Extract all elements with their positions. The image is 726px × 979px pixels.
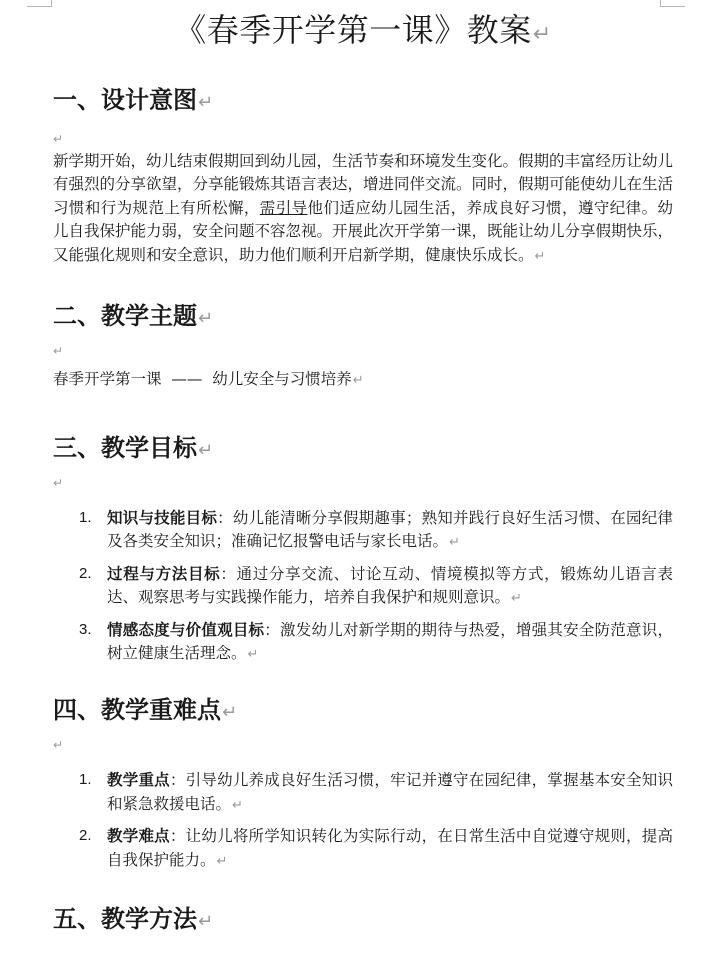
underlined-text: 需引导 bbox=[259, 198, 308, 217]
paragraph-mark-icon: ↵ bbox=[198, 308, 214, 330]
paragraph-mark-icon: ↵ bbox=[216, 853, 228, 869]
empty-paragraph-mark: ↵ bbox=[53, 738, 64, 753]
section-heading-teaching-methods: 五、教学方法↵ bbox=[53, 904, 214, 934]
list-item: 2. 过程与方法目标：通过分享交流、讨论互动、情境模拟等方式，锻炼幼儿语言表达、观察思考与实践操作能力，培养自我保护和规则意识。↵ bbox=[79, 563, 673, 607]
design-intent-paragraph: 新学期开始，幼儿结束假期回到幼儿园，生活节奏和环境发生变化。假期的丰富经历让幼儿有强烈的分享欲望，分享能锻炼其语言表达，增进同伴交流。同时，假期可能使幼儿在生活习惯和行为规范上有所松懈，需引导他们适应幼儿园生活，养成良好习惯，遵守纪律。幼儿自我保护能力弱，安全问题不容忽视。开展此次开学第一课，既能让幼儿分享假期快乐，又能强化规则和安全意识，助力他们顺利开启新学期，健康快乐成长。↵ bbox=[53, 152, 674, 264]
empty-paragraph-mark: ↵ bbox=[53, 476, 64, 491]
section-heading-teaching-goals: 三、教学目标↵ bbox=[53, 433, 214, 463]
empty-paragraph-mark: ↵ bbox=[53, 344, 64, 359]
empty-paragraph-mark: ↵ bbox=[53, 132, 64, 146]
paragraph-mark-icon: ↵ bbox=[511, 591, 522, 607]
teaching-theme-text: 春季开学第一课 —— 幼儿安全与习惯培养↵ bbox=[53, 370, 364, 389]
paragraph-mark-icon: ↵ bbox=[532, 22, 552, 47]
paragraph-mark-icon: ↵ bbox=[222, 702, 238, 724]
paragraph-mark-icon: ↵ bbox=[352, 373, 364, 389]
document-title: 《春季开学第一课》教案↵ bbox=[174, 11, 552, 49]
list-item: 1. 知识与技能目标：幼儿能清晰分享假期趣事；熟知并践行良好生活习惯、在园纪律及各类安全知识；准确记忆报警电话与家长电话。↵ bbox=[79, 508, 673, 551]
section-heading-teaching-theme: 二、教学主题↵ bbox=[53, 301, 214, 331]
list-item: 3. 情感态度与价值观目标：激发幼儿对新学期的期待与热爱，增强其安全防范意识，树立健康生活理念。↵ bbox=[79, 619, 673, 663]
paragraph-mark-icon: ↵ bbox=[247, 647, 259, 663]
teaching-goals-list bbox=[53, 506, 673, 666]
section-heading-key-difficult-points: 四、教学重难点↵ bbox=[53, 695, 238, 725]
paragraph-mark-icon: ↵ bbox=[198, 440, 214, 462]
key-difficult-points-list bbox=[53, 768, 673, 873]
paragraph-mark-icon: ↵ bbox=[198, 911, 214, 933]
document-page bbox=[53, 6, 673, 937]
paragraph-mark-icon: ↵ bbox=[449, 535, 460, 551]
page-corner-marker-left bbox=[27, 0, 52, 7]
list-item: 2. 教学难点：让幼儿将所学知识转化为实际行动，在日常生活中自觉遵守规则，提高自我保护能力。↵ bbox=[79, 826, 673, 869]
section-heading-design-intent: 一、设计意图↵ bbox=[53, 85, 214, 114]
paragraph-mark-icon: ↵ bbox=[232, 797, 243, 813]
paragraph-mark-icon: ↵ bbox=[198, 92, 214, 113]
list-item: 1. 教学重点：引导幼儿养成良好生活习惯，牢记并遵守在园纪律，掌握基本安全知识和紧急救援电话。↵ bbox=[79, 770, 673, 813]
paragraph-mark-icon: ↵ bbox=[534, 248, 546, 264]
